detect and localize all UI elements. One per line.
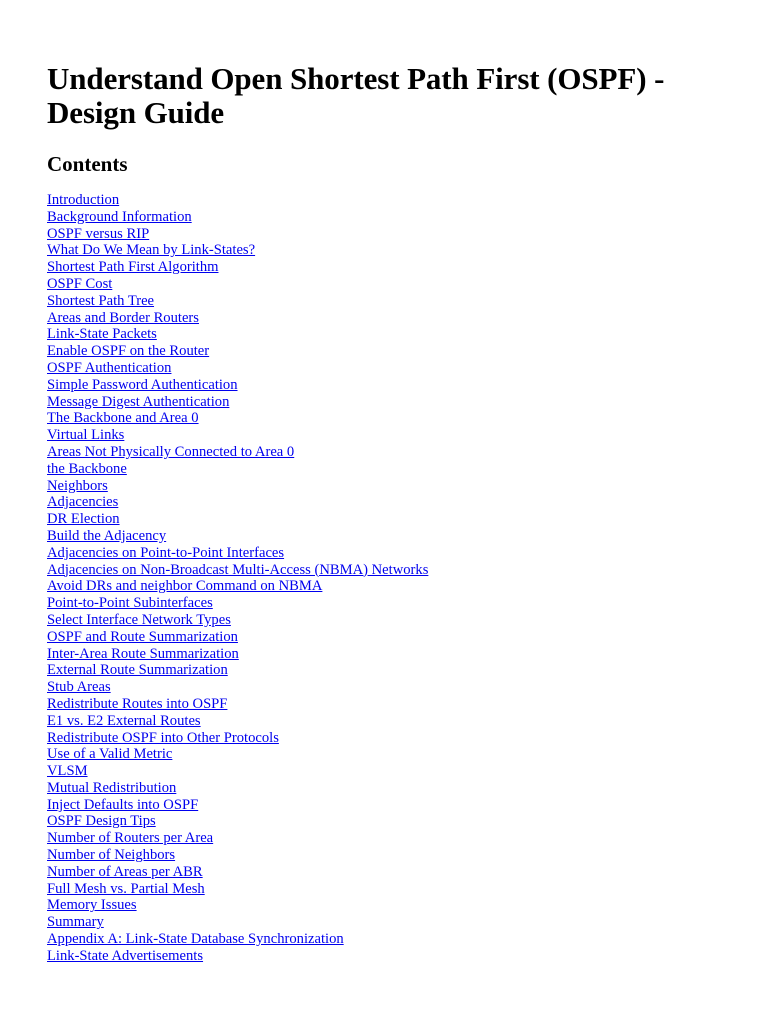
toc-item	[47, 864, 737, 881]
toc-item	[47, 830, 737, 847]
toc-link[interactable]: Enable OSPF on the Router	[47, 343, 210, 360]
toc-link[interactable]: VLSM	[47, 763, 88, 780]
toc-link[interactable]: OSPF and Route Summarization	[47, 628, 238, 645]
toc-item	[47, 511, 737, 528]
toc-item	[47, 578, 737, 595]
toc-link[interactable]: Link-State Packets	[47, 326, 157, 343]
toc-link[interactable]: Stub Areas	[47, 679, 111, 696]
toc-link[interactable]: Redistribute Routes into OSPF	[47, 695, 228, 712]
toc-link[interactable]: The Backbone and Area 0	[47, 410, 199, 427]
toc-item	[47, 461, 737, 478]
toc-item	[47, 763, 737, 780]
toc-link[interactable]: Virtual Links	[47, 427, 125, 444]
toc-link[interactable]: External Route Summarization	[47, 662, 228, 679]
toc-item	[47, 629, 737, 646]
toc-link[interactable]: Adjacencies on Point-to-Point Interfaces	[47, 544, 285, 561]
toc-link[interactable]: Shortest Path First Algorithm	[47, 259, 219, 276]
document-title-line2: Design Guide	[47, 95, 225, 130]
document-title-line1: Understand Open Shortest Path First (OSPF) -	[47, 61, 665, 96]
toc-link[interactable]: Memory Issues	[47, 897, 137, 914]
document-page	[47, 62, 737, 965]
toc-link[interactable]: Areas and Border Routers	[47, 309, 199, 326]
toc-item	[47, 209, 737, 226]
toc-item	[47, 679, 737, 696]
toc-link[interactable]: Inject Defaults into OSPF	[47, 796, 199, 813]
toc-link[interactable]: OSPF versus RIP	[47, 225, 150, 242]
toc-item	[47, 242, 737, 259]
toc-link[interactable]: Full Mesh vs. Partial Mesh	[47, 880, 205, 897]
toc-item	[47, 847, 737, 864]
toc-link[interactable]: Adjacencies on Non-Broadcast Multi-Access (NBMA) Networks	[47, 561, 429, 578]
toc-item	[47, 444, 737, 461]
toc-link[interactable]: Adjacencies	[47, 494, 119, 511]
toc-item	[47, 545, 737, 562]
toc-link[interactable]: Redistribute OSPF into Other Protocols	[47, 729, 279, 746]
toc-item	[47, 931, 737, 948]
toc-item	[47, 343, 737, 360]
toc-link[interactable]: Simple Password Authentication	[47, 376, 238, 393]
toc-link[interactable]: Neighbors	[47, 477, 108, 494]
contents-heading: Contents	[47, 152, 128, 176]
toc-item	[47, 293, 737, 310]
toc-link[interactable]: OSPF Cost	[47, 275, 113, 292]
toc-item	[47, 394, 737, 411]
toc-item	[47, 713, 737, 730]
toc-link[interactable]: Avoid DRs and neighbor Command on NBMA	[47, 578, 323, 595]
toc-link[interactable]: the Backbone	[47, 460, 127, 477]
toc-item	[47, 746, 737, 763]
toc-link[interactable]: Select Interface Network Types	[47, 611, 231, 628]
toc-item	[47, 612, 737, 629]
toc-link[interactable]: Number of Neighbors	[47, 847, 176, 864]
toc-item	[47, 948, 737, 965]
toc-item	[47, 696, 737, 713]
toc-link[interactable]: OSPF Authentication	[47, 359, 172, 376]
toc-link[interactable]: Message Digest Authentication	[47, 393, 230, 410]
toc-item	[47, 360, 737, 377]
toc-item	[47, 276, 737, 293]
toc-item	[47, 226, 737, 243]
toc-link[interactable]: Build the Adjacency	[47, 527, 167, 544]
toc-item	[47, 595, 737, 612]
toc-link[interactable]: Shortest Path Tree	[47, 292, 155, 309]
toc-item	[47, 410, 737, 427]
toc-item	[47, 780, 737, 797]
toc-item	[47, 662, 737, 679]
toc-link[interactable]: Mutual Redistribution	[47, 779, 177, 796]
toc-item	[47, 897, 737, 914]
toc-link[interactable]: Link-State Advertisements	[47, 947, 204, 964]
toc-item	[47, 259, 737, 276]
toc-item	[47, 427, 737, 444]
toc-item	[47, 326, 737, 343]
document-title	[47, 62, 737, 130]
toc-item	[47, 478, 737, 495]
toc-link[interactable]: Summary	[47, 914, 104, 931]
toc-link[interactable]: Number of Areas per ABR	[47, 863, 203, 880]
toc-item	[47, 377, 737, 394]
toc-item	[47, 730, 737, 747]
toc-link[interactable]: Point-to-Point Subinterfaces	[47, 595, 213, 612]
toc-link[interactable]: Areas Not Physically Connected to Area 0	[47, 443, 295, 460]
toc-item	[47, 914, 737, 931]
toc-link[interactable]: Inter-Area Route Summarization	[47, 645, 239, 662]
toc-link[interactable]: E1 vs. E2 External Routes	[47, 712, 201, 729]
toc-item	[47, 646, 737, 663]
table-of-contents	[47, 192, 737, 965]
toc-link[interactable]: What Do We Mean by Link-States?	[47, 242, 256, 259]
toc-item	[47, 494, 737, 511]
toc-link[interactable]: Use of a Valid Metric	[47, 746, 173, 763]
toc-link[interactable]: Number of Routers per Area	[47, 830, 214, 847]
toc-link[interactable]: OSPF Design Tips	[47, 813, 156, 830]
toc-item	[47, 192, 737, 209]
toc-item	[47, 813, 737, 830]
toc-item	[47, 797, 737, 814]
toc-link[interactable]: Introduction	[47, 192, 120, 208]
toc-link[interactable]: Appendix A: Link-State Database Synchronization	[47, 931, 344, 948]
toc-item	[47, 562, 737, 579]
toc-item	[47, 528, 737, 545]
toc-item	[47, 881, 737, 898]
toc-link[interactable]: DR Election	[47, 511, 120, 528]
toc-item	[47, 310, 737, 327]
toc-link[interactable]: Background Information	[47, 208, 192, 225]
